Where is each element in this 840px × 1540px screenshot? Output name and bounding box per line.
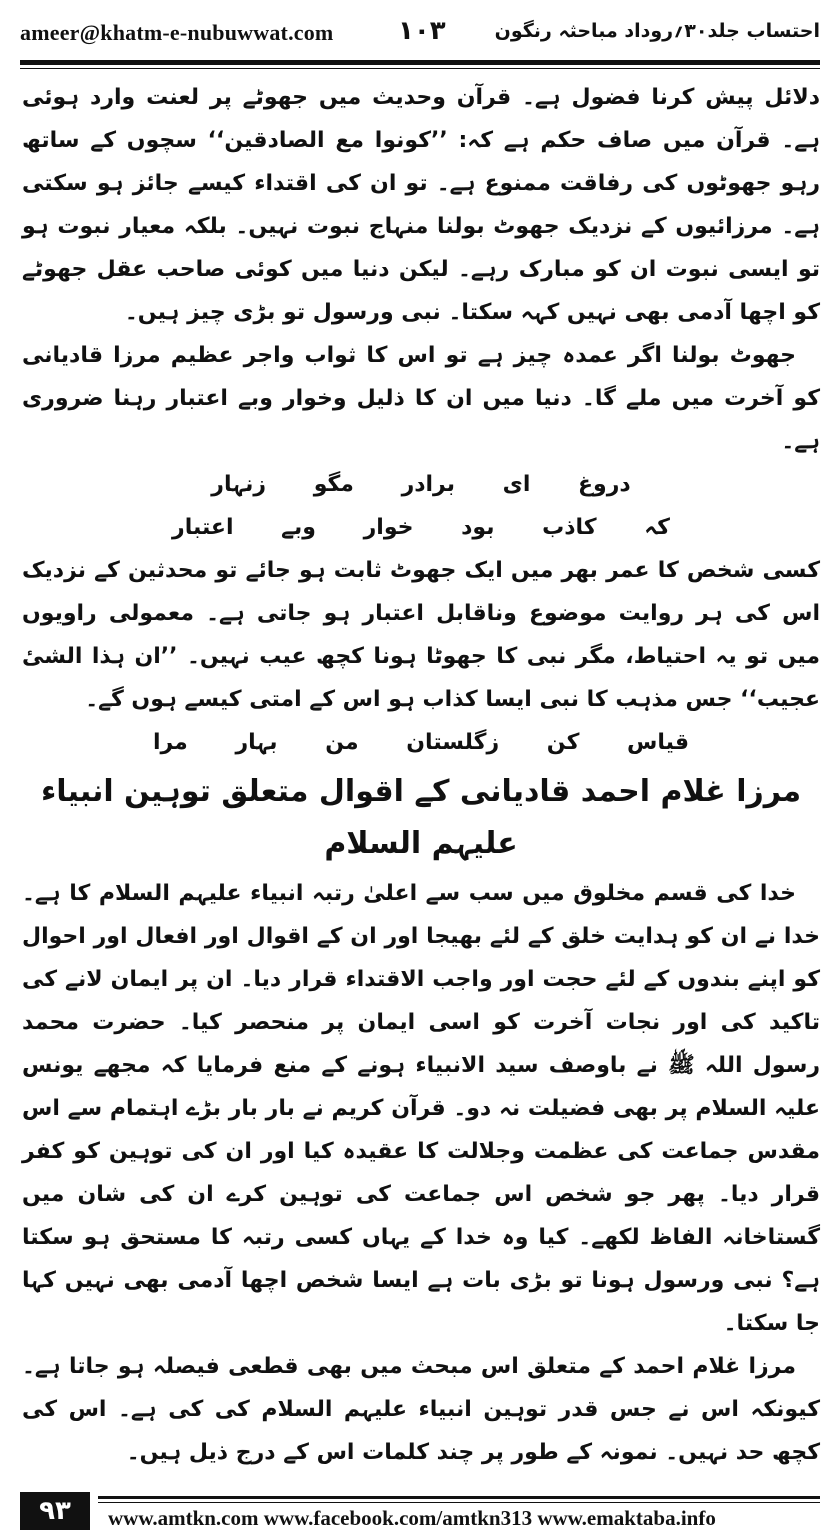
section-heading: مرزا غلام احمد قادیانی کے اقوال متعلق توہین انبیاء علیہم السلام bbox=[40, 774, 802, 861]
header-rule-thick bbox=[20, 60, 820, 65]
paragraph-5: مرزا غلام احمد کے متعلق اس مبحث میں بھی قطعی فیصلہ ہو جاتا ہے۔ کیونکہ اس نے جس قدر توہین انبیاء علیہم السلام کی کی ہے۔ اس کی کچھ حد نہیں۔ نمونہ کے طور پر چند کلمات اس کے درج ذیل ہیں۔ bbox=[22, 1354, 820, 1465]
header-rule-thin bbox=[20, 68, 820, 69]
paragraph-1: دلائل پیش کرنا فضول ہے۔ قرآن وحدیث میں جھوٹے پر لعنت وارد ہوئی ہے۔ قرآن میں صاف حکم ہے کہ: ’’کونوا مع الصادقین‘‘ سچوں کے ساتھ رہو جھوٹوں کی رفاقت ممنوع ہے۔ تو ان کی اقتداء کیسے جائز ہو سکتی ہے۔ مرزائیوں کے نزدیک جھوٹ بولنا منہاج نبوت نہیں۔ بلکہ معیار نبوت ہو تو ایسی نبوت ان کو مبارک رہے۔ لیکن دنیا میں کوئی صاحب عقل جھوٹے کو اچھا آدمی بھی نہیں کہہ سکتا۔ نبی ورسول تو بڑی چیز ہیں۔ bbox=[22, 85, 820, 325]
header-email: ameer@khatm-e-nubuwwat.com bbox=[20, 20, 334, 45]
header-page-number: ۱۰۳ bbox=[398, 16, 446, 46]
persian-verse-2: قیاس کن زگلستان من بہار مرا bbox=[152, 730, 690, 755]
page-header bbox=[20, 16, 820, 56]
footer-rule-thick bbox=[98, 1496, 820, 1499]
paragraph-4: خدا کی قسم مخلوق میں سب سے اعلیٰ رتبہ انبیاء علیہم السلام کا ہے۔ خدا نے ان کو ہدایت خلق کے لئے بھیجا اور ان کے اقوال اور افعال اور احوال کو اپنے بندوں کے لئے حجت اور واجب الاقتداء قرار دیا۔ ان پر ایمان لانے کی تاکید کی اور نجات آخرت کو اسی ایمان پر منحصر کیا۔ حضرت محمد رسول اللہ ﷺ نے باوصف سید الانبیاء ہونے کے منع فرمایا کہ مجھے یونس علیہ السلام پر بھی فضیلت نہ دو۔ قرآن کریم نے بار بار بڑے اہتمام سے اس مقدس جماعت کی عظمت وجلالت کا عقیدہ کیا اور ان کی توہین کو کفر قرار دیا۔ پھر جو شخص اس جماعت کی توہین کرے ان کی شان میں گستاخانہ الفاظ لکھے۔ کیا وہ خدا کے یہاں کسی رتبہ کا مستحق ہو سکتا ہے؟ نبی ورسول ہونا تو بڑی بات ہے ایسا شخص اچھا آدمی بھی نہیں کہا جا سکتا۔ bbox=[22, 881, 820, 1336]
persian-verse-line-2: کہ کاذب بود خوار وبے اعتبار bbox=[172, 515, 670, 540]
running-title: احتساب جلد۳۰؍روداد مباحثہ رنگون bbox=[494, 20, 820, 42]
page-footer bbox=[20, 1492, 820, 1532]
footer-page-number: ۹۳ bbox=[20, 1492, 90, 1530]
persian-verse-line-1: دروغ ای برادر مگو زنہار bbox=[211, 472, 631, 497]
page-body bbox=[22, 76, 820, 1474]
paragraph-2: جھوٹ بولنا اگر عمدہ چیز ہے تو اس کا ثواب واجر عظیم مرزا قادیانی کو آخرت میں ملے گا۔ دنیا میں ان کا ذلیل وخوار وبے اعتبار رہنا ضروری ہے۔ bbox=[22, 343, 820, 454]
footer-rule-thin bbox=[98, 1502, 820, 1503]
footer-links: www.amtkn.com www.facebook.com/amtkn313 www.emaktaba.info bbox=[108, 1506, 716, 1530]
paragraph-3: کسی شخص کا عمر بھر میں ایک جھوٹ ثابت ہو جائے تو محدثین کے نزدیک اس کی ہر روایت موضوع وناقابل اعتبار ہو جاتی ہے۔ معمولی راویوں میں تو یہ احتیاط، مگر نبی کا جھوٹا ہونا کچھ عیب نہیں۔ ’’ان ہذا الشیٔ عجیب‘‘ جس مذہب کا نبی ایسا کذاب ہو اس کے امتی کیسے ہوں گے۔ bbox=[22, 558, 820, 712]
